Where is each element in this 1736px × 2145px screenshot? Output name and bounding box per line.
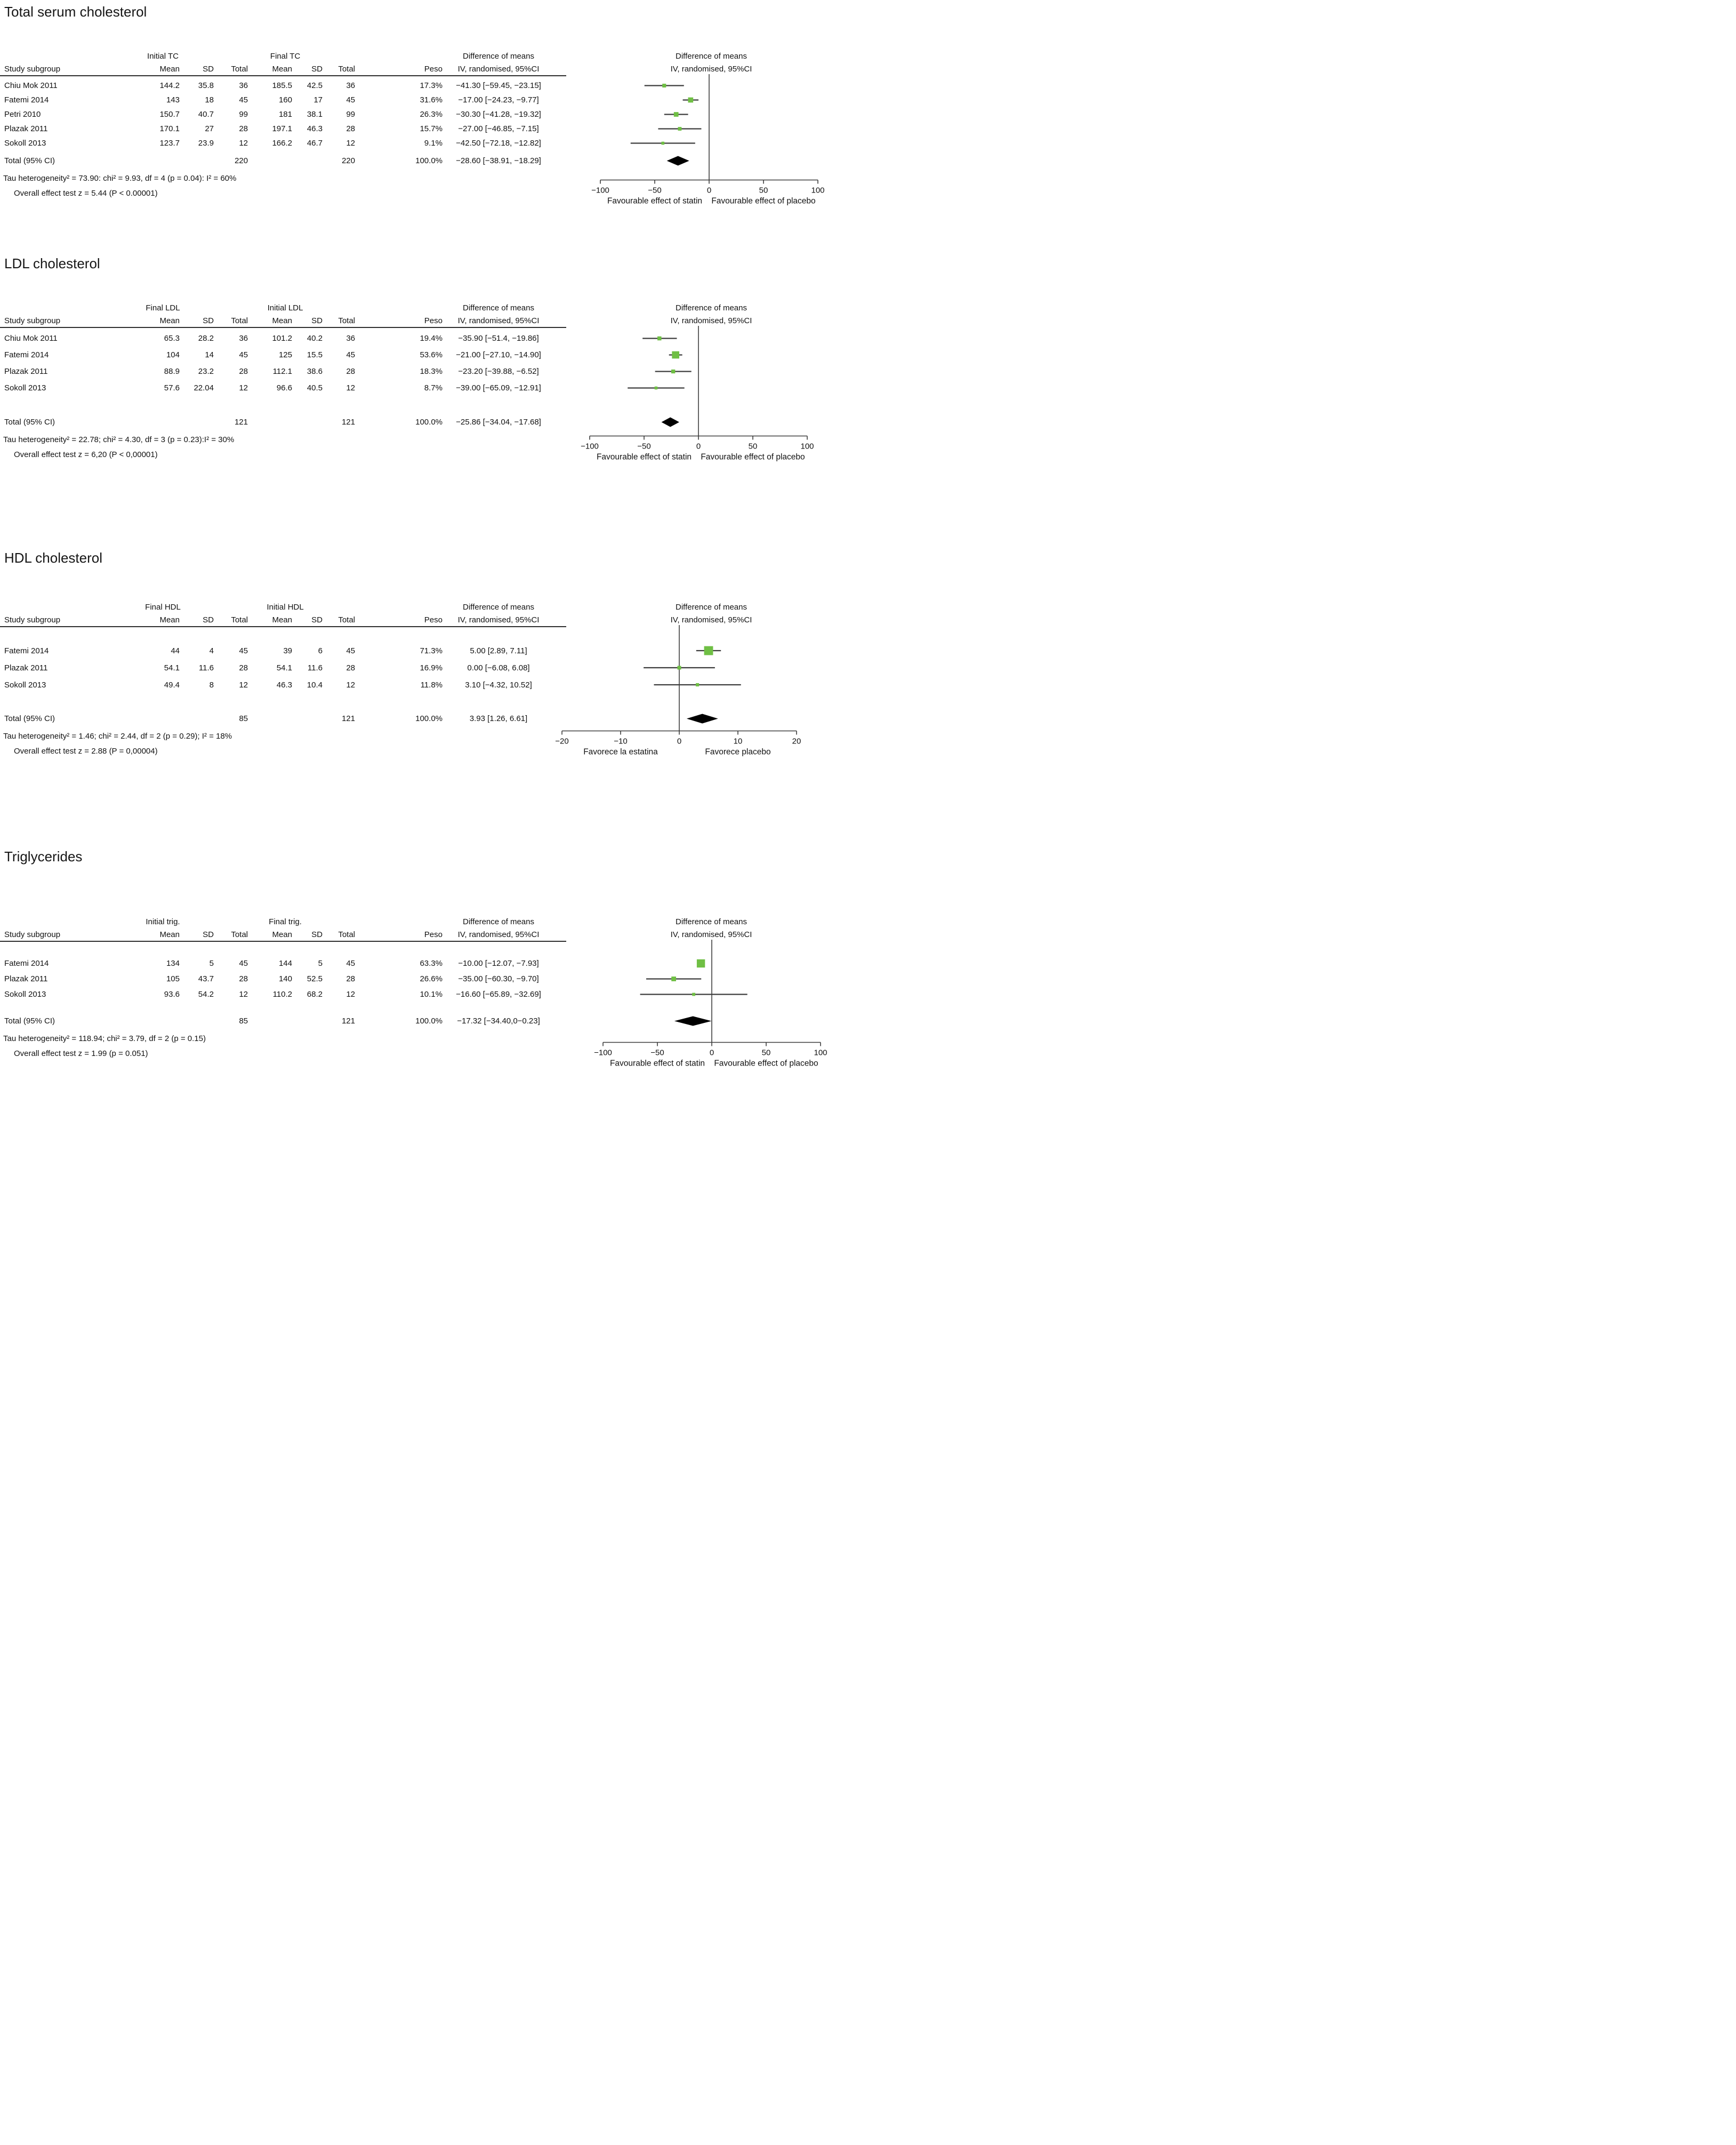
cell-total2: 36	[346, 334, 355, 343]
cell-study: Chiu Mok 2011	[4, 81, 58, 90]
total-weight: 100.0%	[415, 1017, 443, 1026]
group-header-row	[0, 915, 868, 928]
cell-mean2: 140	[278, 974, 292, 983]
study-row	[0, 122, 868, 136]
col-mean2: Mean	[272, 64, 292, 74]
cell-mean2: 144	[278, 959, 292, 968]
col-sd1: SD	[203, 316, 214, 325]
cell-sd2: 40.5	[307, 383, 323, 393]
cell-mean2: 110.2	[272, 990, 292, 999]
cell-total1: 45	[239, 95, 248, 105]
cell-mean1: 104	[166, 350, 180, 359]
cell-sd1: 18	[205, 95, 214, 105]
cell-total2: 28	[346, 367, 355, 376]
total-row	[0, 711, 868, 726]
tick-label: 10	[733, 737, 743, 746]
cell-sd2: 38.6	[307, 367, 323, 376]
cell-mean2: 101.2	[272, 334, 292, 343]
footnotes	[0, 171, 868, 201]
cell-ci: −41.30 [−59.45, −23.15]	[456, 81, 541, 90]
cell-total1: 12	[239, 680, 248, 690]
favour-left-label: Favourable effect of statin	[609, 1059, 705, 1068]
cell-mean1: 88.9	[164, 367, 180, 376]
total-ci-text: −17.32 [−34.40,0−0.23]	[457, 1017, 540, 1026]
diff-means-header-plot: Difference of means	[676, 602, 747, 612]
total-weight: 100.0%	[415, 714, 443, 723]
study-row	[0, 363, 868, 380]
cell-total2: 28	[346, 663, 355, 673]
cell-total1: 28	[239, 663, 248, 673]
group2-header: Final TC	[270, 51, 301, 61]
cell-peso: 15.7%	[420, 124, 443, 133]
col-total2: Total	[338, 316, 355, 325]
cell-peso: 53.6%	[420, 350, 443, 359]
tick-label: 100	[800, 442, 814, 451]
col-mean1: Mean	[159, 64, 180, 74]
favour-right-label: Favorece placebo	[705, 747, 771, 757]
cell-mean2: 54.1	[276, 663, 292, 673]
cell-peso: 8.7%	[424, 383, 443, 393]
cell-sd1: 11.6	[198, 663, 214, 673]
cell-sd1: 35.8	[198, 81, 214, 90]
cell-total2: 99	[346, 110, 355, 119]
group-header-row	[0, 50, 868, 62]
cell-sd2: 68.2	[307, 990, 323, 999]
cell-sd2: 42.5	[307, 81, 323, 90]
cell-mean2: 112.1	[272, 367, 292, 376]
favour-left-label: Favourable effect of statin	[596, 452, 692, 462]
total-weight: 100.0%	[415, 418, 443, 427]
group2-header: Initial HDL	[267, 602, 304, 612]
cell-sd1: 43.7	[198, 974, 214, 983]
total-ci-text: 3.93 [1.26, 6.61]	[469, 714, 528, 723]
tick-label: 0	[709, 1048, 714, 1058]
total-n1: 121	[234, 418, 248, 427]
cell-peso: 26.6%	[420, 974, 443, 983]
cell-peso: 18.3%	[420, 367, 443, 376]
cell-ci: −30.30 [−41.28, −19.32]	[456, 110, 541, 119]
study-row	[0, 380, 868, 396]
cell-sd2: 46.7	[307, 139, 323, 148]
study-row	[0, 676, 868, 693]
col-iv-ci-text: IV, randomised, 95%CI	[457, 615, 540, 625]
heterogeneity-text: Tau heterogeneity² = 1.46; chi² = 2.44, df = 2 (p = 0.29); I² = 18%	[3, 732, 232, 741]
total-n2: 121	[341, 714, 355, 723]
tick-label: −50	[650, 1048, 664, 1058]
cell-study: Sokoll 2013	[4, 139, 46, 148]
col-study-subgroup: Study subgroup	[4, 64, 61, 74]
cell-total1: 45	[239, 959, 248, 968]
col-mean2: Mean	[272, 316, 292, 325]
diff-means-header-plot: Difference of means	[676, 303, 747, 313]
col-peso: Peso	[424, 64, 443, 74]
tick-label: 0	[677, 737, 682, 746]
study-row	[0, 347, 868, 363]
section-title: Triglycerides	[4, 849, 83, 865]
study-row	[0, 642, 868, 659]
section-hdl-cholesterol	[0, 549, 868, 763]
cell-ci: −21.00 [−27.10, −14.90]	[456, 350, 541, 359]
cell-total1: 36	[239, 81, 248, 90]
col-total1: Total	[231, 316, 248, 325]
cell-total1: 12	[239, 383, 248, 393]
cell-mean1: 57.6	[164, 383, 180, 393]
cell-mean1: 134	[166, 959, 180, 968]
cell-ci: 0.00 [−6.08, 6.08]	[467, 663, 530, 673]
favour-right-label: Favourable effect of placebo	[711, 196, 816, 206]
forest-plot-figure	[0, 0, 868, 1082]
cell-peso: 17.3%	[420, 81, 443, 90]
cell-mean1: 93.6	[164, 990, 180, 999]
heterogeneity-text: Tau heterogeneity² = 22.78; chi² = 4.30, df = 3 (p = 0.23):I² = 30%	[3, 435, 235, 444]
tick-label: −100	[591, 186, 609, 195]
cell-sd1: 27	[205, 124, 214, 133]
total-n1: 85	[239, 1017, 248, 1026]
total-weight: 100.0%	[415, 156, 443, 165]
cell-sd2: 17	[314, 95, 323, 105]
cell-study: Sokoll 2013	[4, 680, 46, 690]
cell-mean1: 65.3	[164, 334, 180, 343]
tick-label: −50	[637, 442, 651, 451]
col-sd2: SD	[311, 930, 323, 939]
group2-header: Initial LDL	[267, 303, 303, 313]
col-sd2: SD	[311, 615, 323, 625]
cell-ci: −23.20 [−39.88, −6.52]	[458, 367, 539, 376]
favour-left-label: Favourable effect of statin	[607, 196, 703, 206]
total-label: Total (95% CI)	[4, 1017, 55, 1026]
total-ci-text: −28.60 [−38.91, −18.29]	[456, 156, 541, 165]
study-rows	[0, 328, 868, 396]
footnotes	[0, 433, 868, 462]
col-iv-ci-plot: IV, randomised, 95%CI	[670, 615, 752, 625]
cell-peso: 31.6%	[420, 95, 443, 105]
col-peso: Peso	[424, 615, 443, 625]
cell-total2: 36	[346, 81, 355, 90]
tick-label: −20	[555, 737, 569, 746]
cell-sd1: 14	[205, 350, 214, 359]
col-iv-ci-text: IV, randomised, 95%CI	[457, 64, 540, 74]
group-header-row	[0, 601, 868, 613]
diff-means-header-text: Difference of means	[463, 303, 534, 313]
cell-sd2: 11.6	[307, 663, 323, 673]
tick-label: −100	[594, 1048, 612, 1058]
tick-label: −100	[581, 442, 599, 451]
cell-total1: 99	[239, 110, 248, 119]
cell-total1: 45	[239, 350, 248, 359]
study-row	[0, 136, 868, 150]
cell-total2: 28	[346, 124, 355, 133]
group1-header: Initial TC	[147, 51, 179, 61]
cell-total2: 45	[346, 959, 355, 968]
group1-header: Initial trig.	[146, 917, 180, 926]
cell-ci: −35.00 [−60.30, −9.70]	[458, 974, 539, 983]
total-n2: 121	[341, 418, 355, 427]
cell-sd1: 40.7	[198, 110, 214, 119]
favour-right-label: Favourable effect of placebo	[701, 452, 805, 462]
cell-total1: 36	[239, 334, 248, 343]
tick-label: 100	[814, 1048, 827, 1058]
cell-sd1: 28.2	[198, 334, 214, 343]
cell-total1: 28	[239, 974, 248, 983]
column-header-row	[0, 62, 868, 75]
tick-label: 0	[696, 442, 701, 451]
study-row	[0, 971, 868, 987]
col-iv-ci-text: IV, randomised, 95%CI	[457, 930, 540, 939]
cell-sd2: 38.1	[307, 110, 323, 119]
study-rows	[0, 627, 868, 693]
cell-study: Sokoll 2013	[4, 990, 46, 999]
study-row	[0, 987, 868, 1002]
cell-sd1: 8	[209, 680, 214, 690]
cell-total1: 28	[239, 124, 248, 133]
footnotes	[0, 729, 868, 759]
footnotes	[0, 1031, 868, 1061]
col-study-subgroup: Study subgroup	[4, 930, 61, 939]
cell-mean1: 144.2	[159, 81, 180, 90]
col-total2: Total	[338, 930, 355, 939]
diff-means-header-text: Difference of means	[463, 917, 534, 926]
cell-study: Fatemi 2014	[4, 959, 49, 968]
cell-mean2: 166.2	[272, 139, 292, 148]
cell-mean2: 39	[283, 646, 292, 655]
col-sd2: SD	[311, 64, 323, 74]
cell-study: Plazak 2011	[4, 974, 48, 983]
tick-label: 50	[759, 186, 768, 195]
group1-header: Final LDL	[146, 303, 180, 313]
total-label: Total (95% CI)	[4, 418, 55, 427]
col-total1: Total	[231, 64, 248, 74]
cell-mean2: 46.3	[276, 680, 292, 690]
cell-sd1: 23.9	[198, 139, 214, 148]
study-rows	[0, 942, 868, 1002]
column-header-row	[0, 928, 868, 941]
cell-peso: 26.3%	[420, 110, 443, 119]
group-header-row	[0, 301, 868, 314]
cell-study: Sokoll 2013	[4, 383, 46, 393]
cell-total2: 12	[346, 139, 355, 148]
tick-label: 20	[792, 737, 801, 746]
col-iv-ci-plot: IV, randomised, 95%CI	[670, 64, 752, 74]
cell-sd2: 46.3	[307, 124, 323, 133]
study-rows	[0, 76, 868, 150]
cell-sd1: 54.2	[198, 990, 214, 999]
cell-total1: 28	[239, 367, 248, 376]
cell-sd1: 5	[209, 959, 214, 968]
cell-total2: 12	[346, 680, 355, 690]
col-iv-ci-plot: IV, randomised, 95%CI	[670, 316, 752, 325]
cell-study: Fatemi 2014	[4, 350, 49, 359]
cell-sd2: 6	[318, 646, 323, 655]
section-title: Total serum cholesterol	[4, 4, 147, 20]
col-mean1: Mean	[159, 930, 180, 939]
cell-study: Plazak 2011	[4, 663, 48, 673]
cell-sd2: 5	[318, 959, 323, 968]
cell-mean1: 150.7	[159, 110, 180, 119]
cell-ci: 5.00 [2.89, 7.11]	[470, 646, 527, 655]
group2-header: Final trig.	[269, 917, 302, 926]
total-row	[0, 154, 868, 168]
cell-sd1: 22.04	[194, 383, 214, 393]
cell-ci: −16.60 [−65.89, −32.69]	[456, 990, 541, 999]
col-total1: Total	[231, 615, 248, 625]
cell-mean2: 160	[278, 95, 292, 105]
cell-ci: −10.00 [−12.07, −7.93]	[458, 959, 539, 968]
total-ci-text: −25.86 [−34.04, −17.68]	[456, 418, 541, 427]
section-ldl-cholesterol	[0, 255, 868, 469]
cell-ci: −39.00 [−65.09, −12.91]	[456, 383, 541, 393]
total-n2: 121	[341, 1017, 355, 1026]
cell-total2: 12	[346, 990, 355, 999]
total-n1: 85	[239, 714, 248, 723]
tick-label: −50	[648, 186, 662, 195]
study-row	[0, 93, 868, 107]
group1-header: Final HDL	[145, 602, 181, 612]
total-row	[0, 415, 868, 429]
diff-means-header-plot: Difference of means	[676, 51, 747, 61]
overall-effect-text: Overall effect test z = 2.88 (P = 0,00004)	[14, 747, 158, 756]
cell-mean1: 123.7	[159, 139, 180, 148]
col-study-subgroup: Study subgroup	[4, 316, 61, 325]
total-label: Total (95% CI)	[4, 714, 55, 723]
section-title: LDL cholesterol	[4, 255, 100, 271]
cell-ci: −42.50 [−72.18, −12.82]	[456, 139, 541, 148]
study-row	[0, 659, 868, 676]
heterogeneity-text: Tau heterogeneity² = 73.90: chi² = 9.93, df = 4 (p = 0.04): I² = 60%	[3, 174, 237, 183]
cell-sd1: 4	[209, 646, 214, 655]
study-row	[0, 78, 868, 93]
column-header-row	[0, 314, 868, 327]
cell-study: Fatemi 2014	[4, 646, 49, 655]
col-total1: Total	[231, 930, 248, 939]
tick-label: 100	[811, 186, 825, 195]
col-mean1: Mean	[159, 316, 180, 325]
study-row	[0, 107, 868, 122]
cell-sd2: 40.2	[307, 334, 323, 343]
cell-study: Petri 2010	[4, 110, 41, 119]
total-n1: 220	[234, 156, 248, 165]
col-study-subgroup: Study subgroup	[4, 615, 61, 625]
favour-right-label: Favourable effect of placebo	[714, 1059, 818, 1068]
cell-peso: 10.1%	[420, 990, 443, 999]
cell-peso: 11.8%	[420, 680, 443, 690]
study-row	[0, 956, 868, 971]
cell-mean2: 197.1	[272, 124, 292, 133]
cell-ci: 3.10 [−4.32, 10.52]	[465, 680, 532, 690]
diff-means-header-text: Difference of means	[463, 602, 534, 612]
cell-mean2: 185.5	[272, 81, 292, 90]
total-n2: 220	[341, 156, 355, 165]
cell-total2: 12	[346, 383, 355, 393]
cell-sd2: 52.5	[307, 974, 323, 983]
col-iv-ci-plot: IV, randomised, 95%CI	[670, 930, 752, 939]
cell-sd2: 10.4	[307, 680, 323, 690]
col-total2: Total	[338, 615, 355, 625]
col-mean2: Mean	[272, 615, 292, 625]
cell-ci: −17.00 [−24.23, −9.77]	[458, 95, 539, 105]
tick-label: 50	[761, 1048, 771, 1058]
favour-left-label: Favorece la estatina	[583, 747, 658, 757]
tick-label: 50	[748, 442, 758, 451]
diff-means-header-plot: Difference of means	[676, 917, 747, 926]
cell-mean2: 125	[278, 350, 292, 359]
cell-peso: 63.3%	[420, 959, 443, 968]
cell-mean1: 105	[166, 974, 180, 983]
cell-total1: 45	[239, 646, 248, 655]
cell-total1: 12	[239, 990, 248, 999]
col-sd1: SD	[203, 615, 214, 625]
cell-total2: 45	[346, 350, 355, 359]
col-sd1: SD	[203, 930, 214, 939]
cell-mean2: 181	[278, 110, 292, 119]
total-label: Total (95% CI)	[4, 156, 55, 165]
col-sd2: SD	[311, 316, 323, 325]
cell-total2: 28	[346, 974, 355, 983]
cell-total2: 45	[346, 646, 355, 655]
cell-mean2: 96.6	[276, 383, 292, 393]
cell-peso: 71.3%	[420, 646, 443, 655]
col-total2: Total	[338, 64, 355, 74]
cell-total2: 45	[346, 95, 355, 105]
heterogeneity-text: Tau heterogeneity² = 118.94; chi² = 3.79, df = 2 (p = 0.15)	[3, 1034, 206, 1043]
tick-label: 0	[706, 186, 712, 195]
cell-ci: −35.90 [−51.4, −19.86]	[458, 334, 539, 343]
cell-study: Fatemi 2014	[4, 95, 49, 105]
cell-peso: 16.9%	[420, 663, 443, 673]
col-iv-ci-text: IV, randomised, 95%CI	[457, 316, 540, 325]
cell-mean1: 44	[171, 646, 180, 655]
section-title: HDL cholesterol	[4, 550, 103, 566]
cell-total1: 12	[239, 139, 248, 148]
diff-means-header-text: Difference of means	[463, 51, 534, 61]
col-mean2: Mean	[272, 930, 292, 939]
col-mean1: Mean	[159, 615, 180, 625]
overall-effect-text: Overall effect test z = 6,20 (P < 0,00001)	[14, 450, 158, 459]
col-peso: Peso	[424, 930, 443, 939]
cell-sd1: 23.2	[198, 367, 214, 376]
cell-peso: 19.4%	[420, 334, 443, 343]
cell-mean1: 49.4	[164, 680, 180, 690]
col-sd1: SD	[203, 64, 214, 74]
cell-mean1: 170.1	[159, 124, 180, 133]
cell-mean1: 143	[166, 95, 180, 105]
cell-study: Plazak 2011	[4, 124, 48, 133]
column-header-row	[0, 613, 868, 626]
overall-effect-text: Overall effect test z = 5.44 (P < 0.00001)	[14, 189, 158, 198]
cell-study: Chiu Mok 2011	[4, 334, 58, 343]
total-row	[0, 1014, 868, 1028]
section-triglycerides	[0, 848, 868, 1071]
cell-peso: 9.1%	[424, 139, 443, 148]
cell-study: Plazak 2011	[4, 367, 48, 376]
tick-label: −10	[614, 737, 628, 746]
overall-effect-text: Overall effect test z = 1.99 (p = 0.051)	[14, 1049, 148, 1058]
cell-mean1: 54.1	[164, 663, 180, 673]
study-row	[0, 330, 868, 347]
cell-ci: −27.00 [−46.85, −7.15]	[458, 124, 539, 133]
section-total-serum-cholesterol	[0, 3, 868, 212]
cell-sd2: 15.5	[307, 350, 323, 359]
col-peso: Peso	[424, 316, 443, 325]
